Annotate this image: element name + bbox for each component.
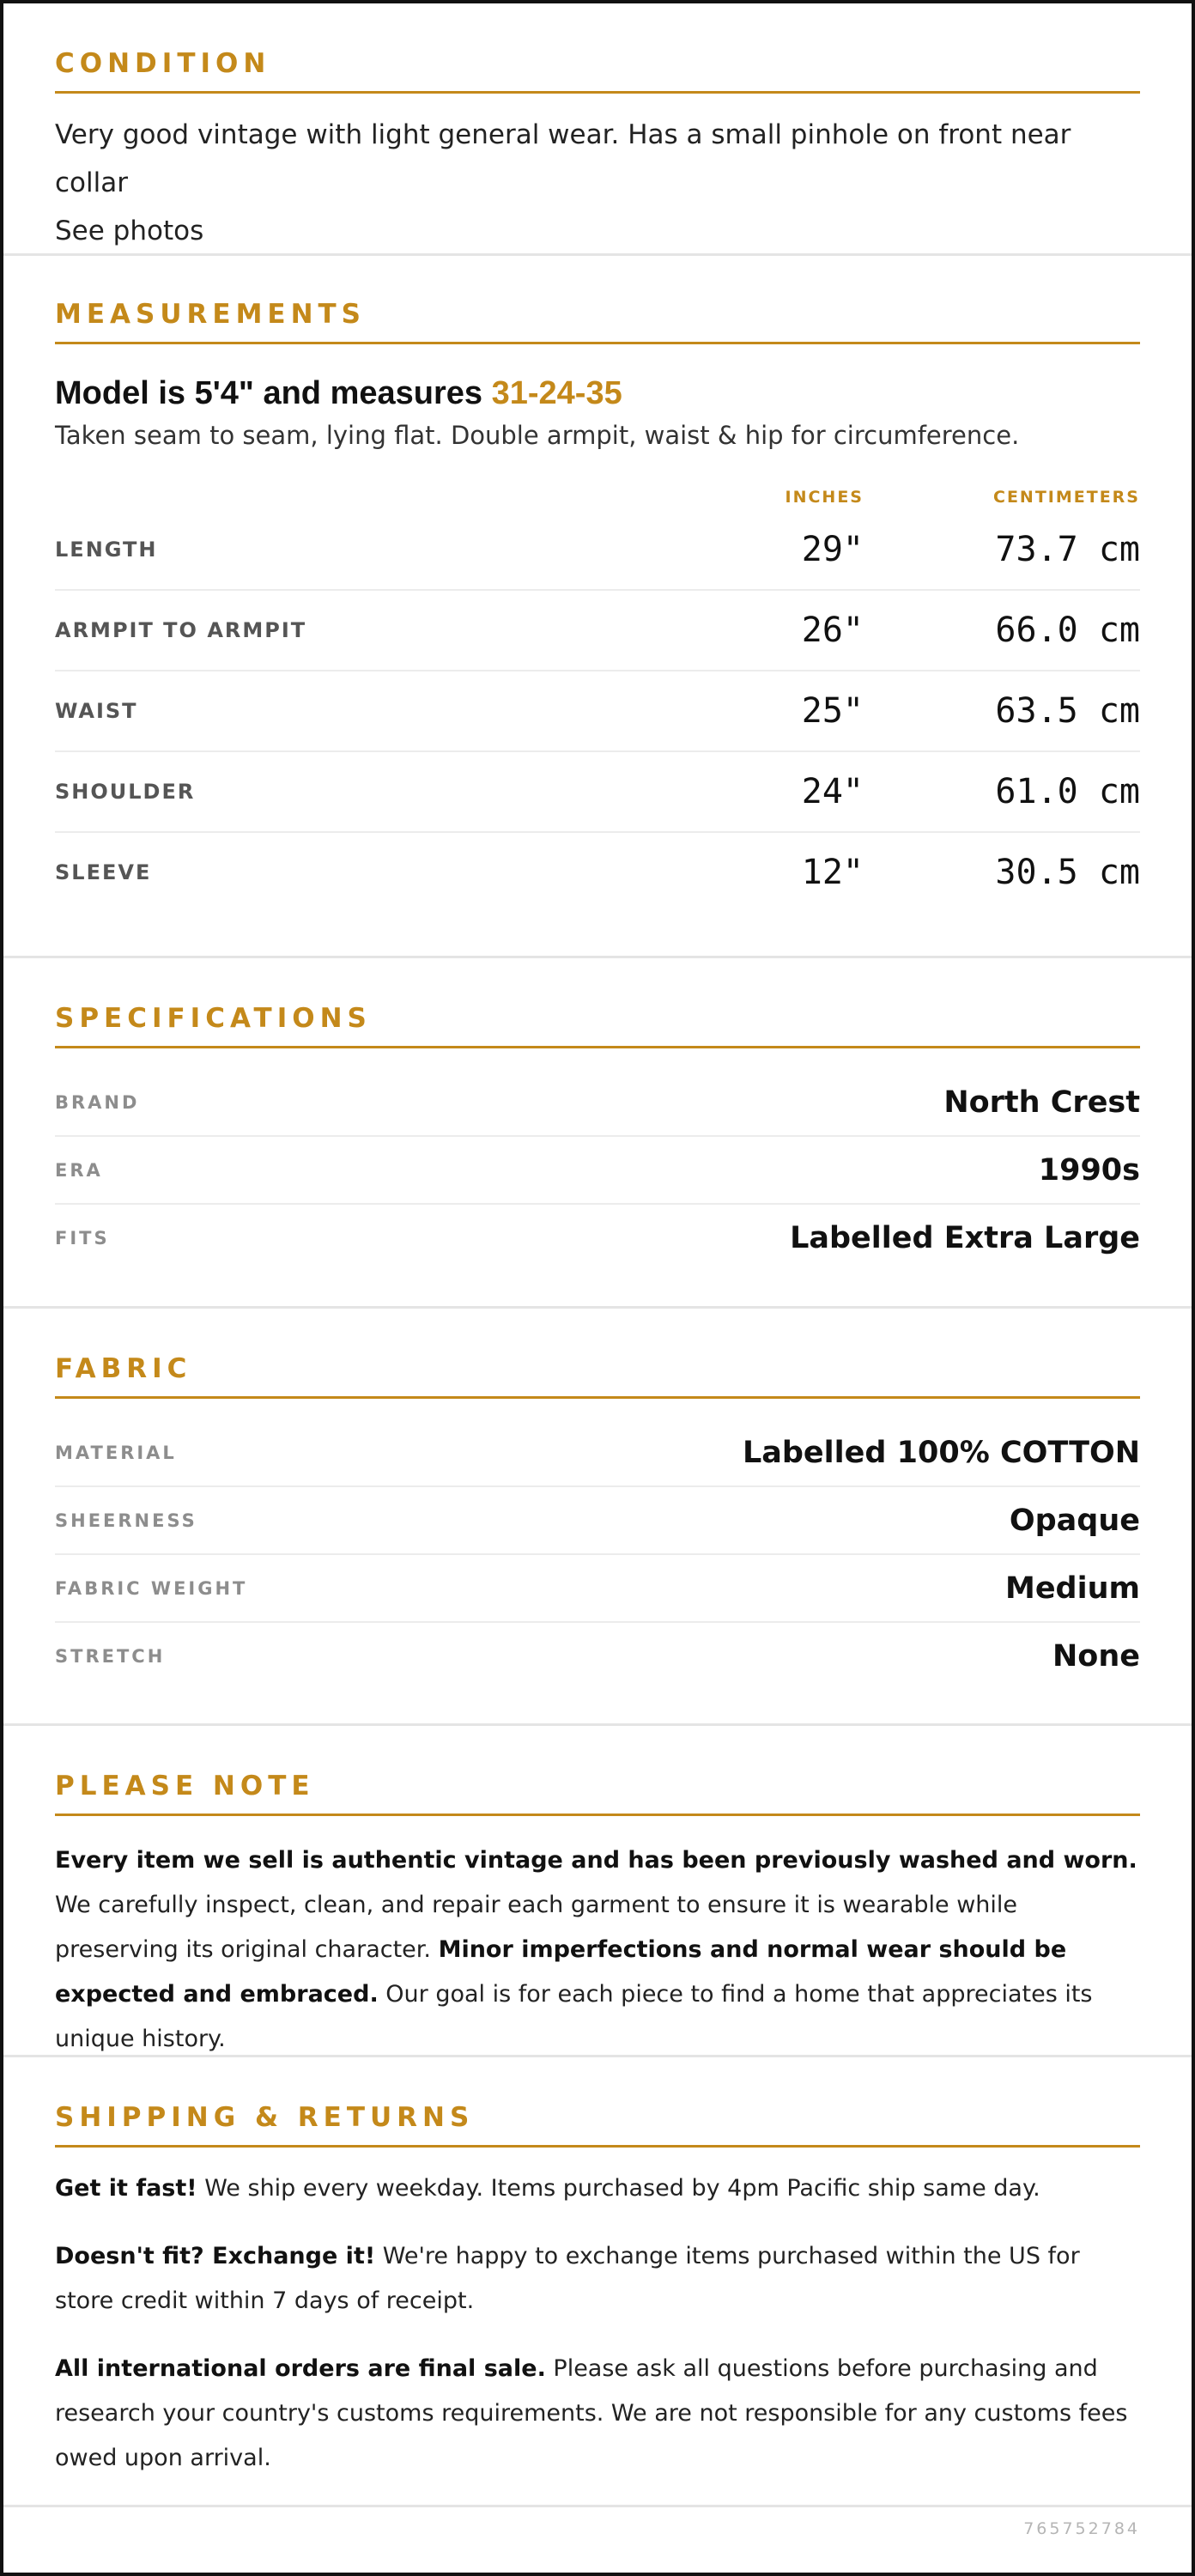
measurement-inches: 26" (801, 611, 864, 650)
condition-line: Very good vintage with light general wear. Has a small pinhole on front near collar (55, 119, 1071, 198)
measurement-table-header (55, 484, 1140, 510)
measurements-section (3, 256, 1192, 958)
measurement-inches: 12" (801, 853, 864, 892)
fabric-value: Medium (1004, 1571, 1140, 1606)
note-bold-1: Every item we sell is authentic vintage and has been previously washed and worn. (55, 1847, 1137, 1874)
table-row (55, 833, 1140, 912)
shipping-text: We ship every weekday. Items purchased by 4pm Pacific ship same day. (197, 2175, 1040, 2202)
shipping-paragraph (55, 2166, 1140, 2211)
note-text-1: We carefully inspect, clean, and repair each garment to ensure it is wearable while preserving its original character. (55, 1892, 1018, 1963)
spec-list (55, 1069, 1140, 1271)
shipping-returns-section (3, 2057, 1192, 2507)
section-title-please-note: PLEASE NOTE (55, 1771, 1140, 1816)
shipping-bold: All international orders are final sale. (55, 2355, 546, 2382)
table-row (55, 752, 1140, 833)
condition-section (3, 3, 1192, 256)
measurement-inches: 25" (801, 691, 864, 731)
spec-key: FITS (55, 1227, 110, 1249)
shipping-bold: Get it fast! (55, 2175, 197, 2202)
condition-line: See photos (55, 216, 204, 246)
measurement-cm: 73.7 cm (995, 530, 1140, 569)
list-item (55, 1069, 1140, 1137)
list-item (55, 1623, 1140, 1689)
section-title-condition: CONDITION (55, 48, 1140, 94)
measurement-label: ARMPIT TO ARMPIT (55, 618, 307, 642)
table-row (55, 591, 1140, 671)
fabric-value: Labelled 100% COTTON (742, 1435, 1140, 1470)
note-bold-2: Minor imperfections and normal wear should be expected and embraced. (55, 1936, 1067, 2008)
spec-value: Labelled Extra Large (790, 1220, 1140, 1255)
model-measures: 31-24-35 (491, 375, 622, 411)
table-row (55, 671, 1140, 752)
column-header-inches: INCHES (785, 488, 864, 507)
spec-key: BRAND (55, 1091, 140, 1113)
measurement-cm: 63.5 cm (995, 691, 1140, 731)
table-row (55, 510, 1140, 591)
fabric-value: Opaque (1009, 1503, 1140, 1538)
shipping-paragraph (55, 2347, 1140, 2481)
measurement-note: Taken seam to seam, lying flat. Double armpit, waist & hip for circumference. (55, 421, 1020, 450)
measurement-label: SHOULDER (55, 780, 196, 804)
please-note-section (3, 1726, 1192, 2057)
section-title-measurements: MEASUREMENTS (55, 299, 1140, 344)
fabric-list (55, 1419, 1140, 1689)
shipping-bold: Doesn't fit? Exchange it! (55, 2243, 376, 2269)
spec-key: ERA (55, 1159, 103, 1181)
condition-description (55, 111, 1140, 255)
measurement-inches: 24" (801, 772, 864, 811)
measurement-cm: 30.5 cm (995, 853, 1140, 892)
shipping-text: We're happy to exchange items purchased within the US for store credit within 7 days of receipt. (55, 2243, 1080, 2314)
section-title-shipping: SHIPPING & RETURNS (55, 2102, 1140, 2148)
fabric-key: MATERIAL (55, 1442, 177, 1463)
shipping-text: Please ask all questions before purchasing and research your country's customs requirements. We are not responsible for any customs fees owed upon arrival. (55, 2355, 1128, 2471)
column-header-centimeters: CENTIMETERS (993, 488, 1140, 507)
model-prefix: Model is 5'4" and measures (55, 375, 492, 411)
spec-value: North Crest (943, 1084, 1140, 1120)
product-id: 765752784 (1023, 2519, 1140, 2538)
section-title-fabric: FABRIC (55, 1353, 1140, 1399)
fabric-key: SHEERNESS (55, 1510, 197, 1531)
measurement-label: LENGTH (55, 538, 158, 562)
measurement-inches: 29" (801, 530, 864, 569)
measurement-table (55, 510, 1140, 912)
please-note-text (55, 1838, 1140, 2062)
list-item (55, 1419, 1140, 1487)
fabric-value: None (1052, 1638, 1140, 1674)
fabric-key: STRETCH (55, 1645, 166, 1667)
spec-value: 1990s (1038, 1152, 1140, 1188)
list-item (55, 1555, 1140, 1623)
specifications-section (3, 958, 1192, 1309)
measurement-cm: 66.0 cm (995, 611, 1140, 650)
model-info (55, 375, 1140, 412)
list-item (55, 1205, 1140, 1271)
measurement-label: WAIST (55, 699, 138, 723)
shipping-paragraph (55, 2234, 1140, 2324)
list-item (55, 1487, 1140, 1555)
list-item (55, 1137, 1140, 1205)
note-text-2: Our goal is for each piece to find a home that appreciates its unique history. (55, 1981, 1093, 2052)
section-title-specifications: SPECIFICATIONS (55, 1003, 1140, 1048)
measurement-cm: 61.0 cm (995, 772, 1140, 811)
fabric-key: FABRIC WEIGHT (55, 1577, 248, 1599)
fabric-section (3, 1309, 1192, 1726)
measurement-label: SLEEVE (55, 860, 152, 884)
